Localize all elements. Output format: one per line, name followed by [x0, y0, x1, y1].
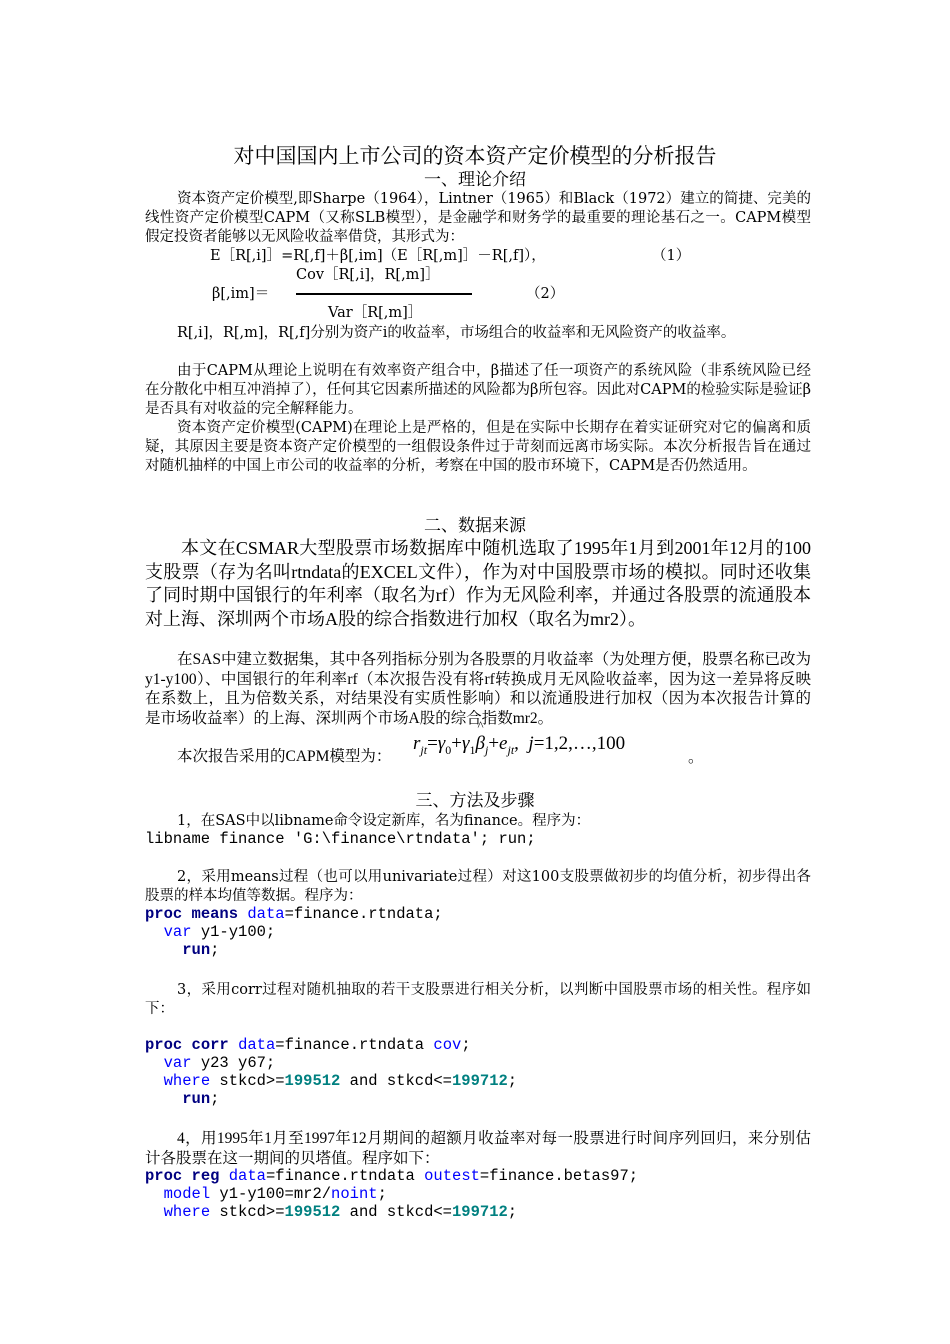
paragraph-data-collection: 本文在CSMAR大型股票市场数据库中随机选取了1995年1月到2001年12月的100支股票（存为名叫rtndata的EXCEL文件），作为对中国股票市场的模拟。同时还收集了同时期中国银行的年利率（取名为rf）作为无风险利率，并通过各股票的流通股本对上海、深圳两个市场A股的综合指数进行加权（取名为mr2）。: [145, 538, 811, 629]
code-keyword: proc: [145, 905, 183, 923]
model-end-punct: 。: [688, 749, 704, 766]
formula-equals: =: [427, 733, 438, 754]
code-option: data: [247, 905, 285, 923]
code-keyword: proc: [145, 1036, 183, 1054]
formula-e-sub: jt: [507, 742, 515, 757]
code-line-where: [145, 1203, 517, 1222]
section-heading-theory: 一、理论介绍: [424, 170, 526, 190]
formula-beta-sub: j: [484, 742, 489, 757]
formula-gamma0-sub: 0: [445, 742, 452, 757]
code-text: =finance.rtndata;: [284, 905, 443, 923]
equation-1-number: （1）: [652, 248, 691, 264]
code-text: and stkcd<=: [340, 1072, 452, 1090]
code-keyword: corr: [191, 1036, 229, 1054]
code-option: cov: [433, 1036, 462, 1054]
code-option: var: [163, 1054, 192, 1072]
section-heading-data-source: 二、数据来源: [424, 516, 526, 536]
code-line-proc-reg: [145, 1167, 638, 1186]
formula-plus-1: +: [451, 733, 463, 754]
equation-2-lhs: β[,im]＝: [212, 286, 270, 302]
code-text: ;: [210, 1090, 220, 1108]
paragraph-dataset-setup: 在SAS中建立数据集，其中各列指标分别为各股票的月收益率（为处理方便，股票名称已改为y1-y100）、中国银行的年利率rf（本次报告没有将rf转换成月无风险收益率，因为这一差异将反映在系数上，且为倍数关系，对结果没有实质性影响）和以流通股进行加权（因为本次报告计算的是市场收益率）的上海、深圳两个市场A股的综合指数mr2。: [145, 651, 811, 727]
code-keyword: reg: [191, 1167, 220, 1185]
code-number: 199712: [451, 1072, 508, 1090]
paragraph-capm-intro: 资本资产定价模型,即Sharpe（1964），Lintner（1965）和Black（1972）建立的简捷、完美的线性资产定价模型CAPM（又称SLB模型），是金融学和财务学的最重要的理论基石之一。CAPM模型假定投资者能够以无风险收益率借贷，其形式为：: [145, 191, 811, 245]
code-text: ;: [507, 1203, 518, 1221]
code-text: y23 y67;: [191, 1054, 276, 1072]
code-number: 199712: [451, 1203, 508, 1221]
model-intro-text: 本次报告采用的CAPM模型为：: [177, 748, 392, 765]
code-text: ;: [461, 1036, 471, 1054]
paragraph-beta-risk: 由于CAPM从理论上说明在有效率资产组合中，β描述了任一项资产的系统风险（非系统风险已经在分散化中相互冲消掉了），任何其它因素所描述的风险都为β所包容。因此对CAPM的检验实际是验证β是否具有对收益的完全解释能力。: [145, 363, 811, 417]
code-text: =finance.rtndata: [265, 1167, 425, 1185]
formula-beta-hat: ^ β: [476, 733, 485, 755]
code-option: data: [238, 1036, 276, 1054]
code-text: =finance.betas97;: [479, 1167, 639, 1185]
code-line-where: [145, 1072, 517, 1091]
document-title: 对中国国内上市公司的资本资产定价模型的分析报告: [233, 144, 717, 168]
code-number: 199512: [284, 1072, 341, 1090]
code-number: 199512: [284, 1203, 341, 1221]
code-line-model: [145, 1185, 387, 1204]
fraction-bar: [296, 293, 472, 295]
formula-plus-2: +: [488, 733, 500, 754]
code-option: noint: [331, 1185, 378, 1203]
code-text: y1-y100;: [191, 923, 276, 941]
code-keyword: run: [182, 1090, 211, 1108]
formula-e: e: [499, 733, 508, 754]
code-text: ;: [210, 941, 220, 959]
code-line-run: [145, 941, 219, 960]
formula-j: j: [528, 733, 534, 754]
code-line-proc-means: [145, 905, 443, 924]
equation-2-number: （2）: [526, 286, 565, 302]
formula-r-sub: jt: [420, 742, 428, 757]
code-block-libname: libname finance 'G:\finance\rtndata'; run;: [145, 830, 536, 848]
code-option: var: [163, 923, 192, 941]
formula-gamma0: γ: [437, 733, 446, 754]
paragraph-capm-critique: 资本资产定价模型(CAPM)在理论上是严格的，但是在实际中长期存在着实证研究对它的偏离和质疑，其原因主要是资本资产定价模型的一组假设条件过于苛刻而远离市场实际。本次分析报告旨在通过对随机抽样的中国上市公司的收益率的分析，考察在中国的股市环境下，CAPM是否仍然适用。: [145, 420, 811, 474]
code-line-var: [145, 1054, 275, 1073]
formula-comma: ,: [514, 733, 519, 754]
code-line-proc-corr: [145, 1036, 471, 1055]
step-4-text: 4，用1995年1月至1997年12月期间的超额月收益率对每一股票进行时间序列回归，来分别估计各股票在这一期间的贝塔值。程序如下：: [145, 1130, 811, 1167]
code-option: where: [163, 1203, 211, 1221]
capm-model-formula: [413, 733, 625, 758]
step-3-text: 3，采用corr过程对随机抽取的若干支股票进行相关分析，以判断中国股票市场的相关性。程序如下：: [145, 982, 811, 1017]
formula-r: r: [413, 733, 421, 754]
code-keyword: means: [191, 905, 239, 923]
code-text: =finance.rtndata: [275, 1036, 434, 1054]
formula-gamma1-sub: 1: [469, 742, 476, 757]
code-text: ;: [507, 1072, 518, 1090]
code-option: outest: [424, 1167, 480, 1185]
section-heading-methods: 三、方法及步骤: [415, 791, 535, 811]
paragraph-variable-definitions: R[,i]，R[,m]，R[,f]分别为资产i的收益率，市场组合的收益率和无风险资产的收益率。: [177, 325, 736, 341]
formula-range: =1,2,…,100: [533, 733, 626, 754]
code-option: where: [163, 1072, 211, 1090]
code-text: stkcd>=: [210, 1072, 285, 1090]
code-line-run: [145, 1090, 219, 1109]
code-option: model: [163, 1185, 211, 1203]
code-text: ;: [377, 1185, 387, 1203]
code-keyword: run: [182, 941, 211, 959]
code-keyword: proc: [145, 1167, 183, 1185]
equation-2-denominator: Var［R[,m]］: [328, 305, 423, 321]
code-text: stkcd>=: [210, 1203, 285, 1221]
formula-gamma1: γ: [462, 733, 470, 754]
equation-1: E［R[,i]］=R[,f]＋β[,im]（E［R[,m]］－R[,f]），: [210, 248, 546, 264]
code-text: and stkcd<=: [340, 1203, 452, 1221]
code-line-var: [145, 923, 275, 942]
code-text: y1-y100=mr2/: [210, 1185, 332, 1203]
step-2-text: 2，采用means过程（也可以用univariate过程）对这100支股票做初步的均值分析，初步得出各股票的样本均值等数据。程序为：: [145, 869, 811, 904]
equation-2-numerator: Cov［R[,i]，R[,m]］: [296, 267, 440, 283]
step-1-text: 1，在SAS中以libname命令设定新库，名为finance。程序为：: [177, 813, 591, 829]
code-option: data: [228, 1167, 266, 1185]
